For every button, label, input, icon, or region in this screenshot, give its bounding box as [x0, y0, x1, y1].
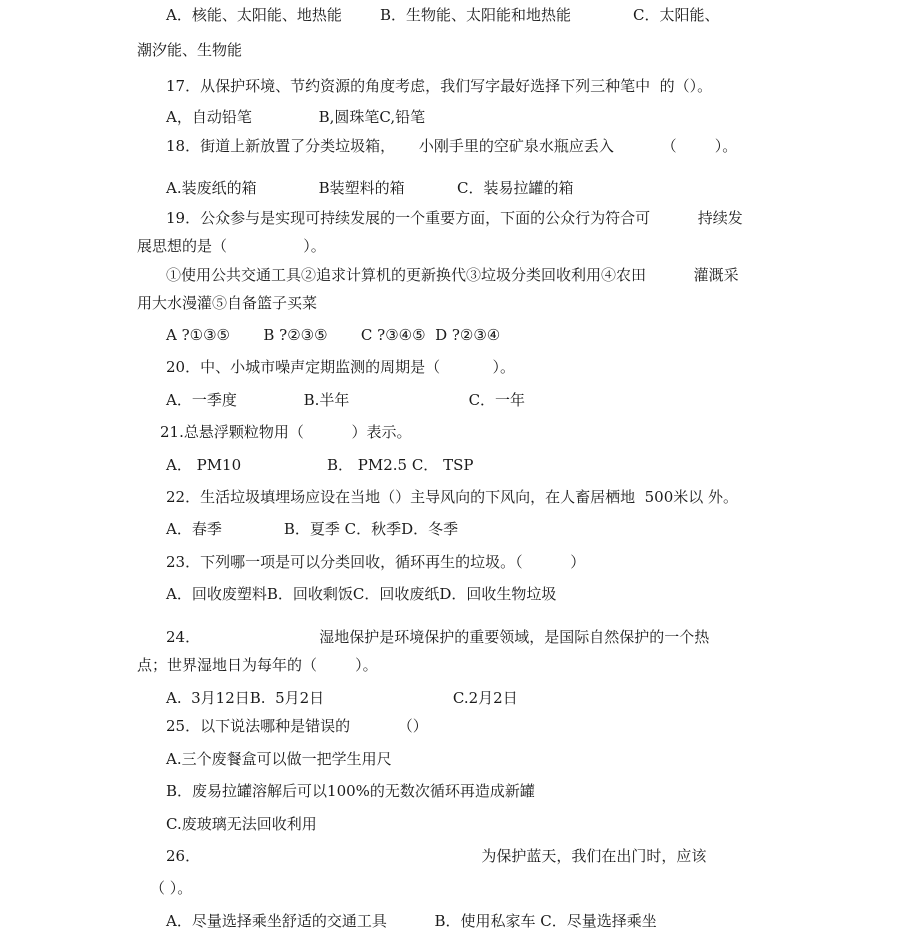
q25-option-b: B．废易拉罐溶解后可以100%的无数次循环再造成新罐: [166, 782, 535, 800]
q25-option-a: A.三个废餐盒可以做一把学生用尺: [166, 750, 392, 768]
q18-options: A.装废纸的箱 B装塑料的箱 C．装易拉罐的箱: [166, 179, 574, 197]
q26-options: A．尽量选择乘坐舒适的交通工具 B．使用私家车 C．尽量选择乘坐: [166, 912, 657, 930]
q17-options: A，自动铅笔 B,圆珠笔C,铅笔: [166, 108, 426, 126]
q25-question: 25．以下说法哪种是错误的 （）: [166, 717, 428, 735]
q24-options: A. 3月12日B. 5月2日 C.2月2日: [166, 689, 518, 707]
q20-options: A．一季度 B.半年 C．一年: [166, 391, 526, 409]
q19-question-line1: 19．公众参与是实现可持续发展的一个重要方面，下面的公众行为符合可 持续发: [166, 209, 743, 227]
q17-question: 17．从保护环境、节约资源的角度考虑，我们写字最好选择下列三种笔中 的（）。: [166, 77, 713, 95]
q21-question: 21.总悬浮颗粒物用（ ）表示。: [160, 423, 412, 441]
q19-statements-line1: ①使用公共交通工具②追求计算机的更新换代③垃圾分类回收利用④农田 灌溉采: [166, 266, 739, 284]
q26-question-line2: （ ）。: [150, 879, 193, 897]
q24-question-line1: 24． 湿地保护是环境保护的重要领域，是国际自然保护的一个热: [166, 628, 710, 646]
q19-question-line2: 展思想的是（ ）。: [137, 237, 326, 255]
q21-options: A． PM10 B． PM2.5 C． TSP: [166, 456, 474, 474]
q18-question: 18．街道上新放置了分类垃圾箱， 小刚手里的空矿泉水瓶应丢入 （ ）。: [166, 137, 738, 155]
q25-option-c: C.废玻璃无法回收利用: [166, 815, 317, 833]
q22-question: 22．生活垃圾填埋场应设在当地（）主导风向的下风向，在人畜居栖地 500米以 外。: [166, 488, 739, 506]
q16-options-line1: A．核能、太阳能、地热能 B．生物能、太阳能和地热能 C．太阳能、: [166, 6, 720, 24]
q26-question-line1: 26． 为保护蓝天，我们在出门时，应该: [166, 847, 707, 865]
q23-options: A．回收废塑料B．回收剩饭C．回收废纸D．回收生物垃圾: [166, 585, 557, 603]
q16-options-line2: 潮汐能、生物能: [137, 41, 243, 59]
q19-options: A ?①③⑤ B ?②③⑤ C ?③④⑤ D ?②③④: [166, 326, 501, 344]
q24-question-line2: 点；世界湿地日为每年的（ ）。: [137, 656, 378, 674]
q20-question: 20．中、小城市噪声定期监测的周期是（ ）。: [166, 358, 516, 376]
q23-question: 23．下列哪一项是可以分类回收，循环再生的垃圾。（ ）: [166, 553, 586, 571]
q19-statements-line2: 用大水漫灌⑤自备篮子买菜: [137, 294, 318, 312]
q22-options: A．春季 B．夏季 C．秋季D．冬季: [166, 520, 459, 538]
